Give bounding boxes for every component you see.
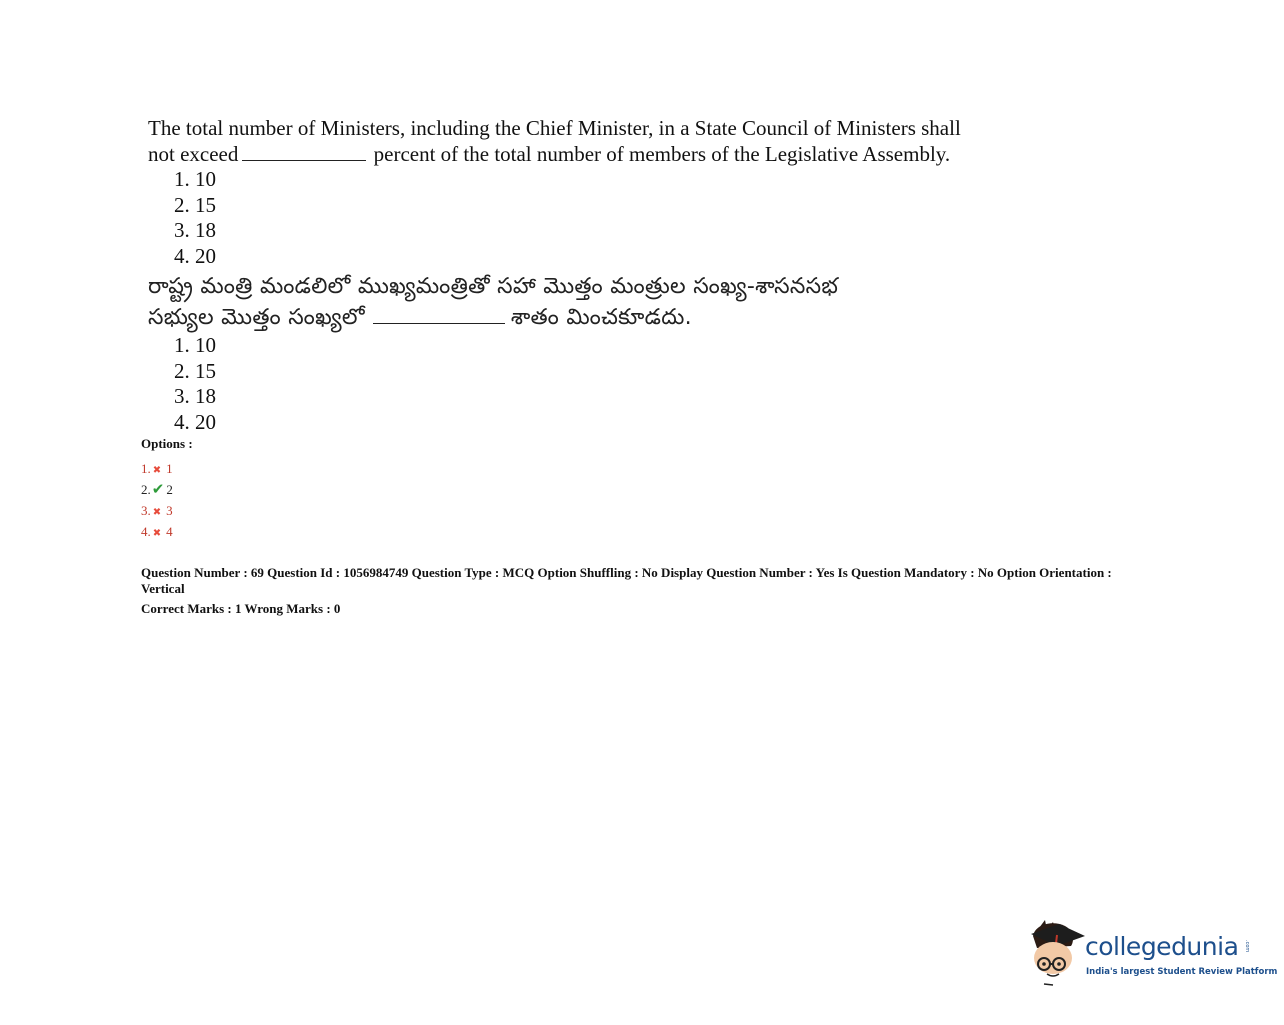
choice-item: 3. 18 — [174, 384, 216, 408]
english-choices-list — [148, 167, 1028, 269]
brand-name: collegedunia — [1085, 932, 1239, 961]
telugu-line1: రాష్ట్ర మంత్రి మండలిలో ముఖ్యమంత్రితో సహా మొత్తం మంత్రుల సంఖ్య-శాసనసభ — [148, 274, 839, 299]
option-number: 2. — [141, 482, 151, 497]
option-label: 2 — [166, 482, 173, 497]
cross-icon: ✖ — [152, 465, 162, 476]
answer-blank — [242, 143, 366, 161]
choice-item: 3. 18 — [174, 218, 216, 242]
option-row — [141, 500, 193, 521]
telugu-question — [148, 271, 1028, 333]
choice-item: 4. 20 — [174, 243, 216, 268]
question-text-before-blank: not exceed — [148, 141, 239, 166]
option-label: 3 — [166, 503, 173, 518]
telugu-text-before-blank: సభ్యుల మొత్తం సంఖ్యలో — [148, 305, 365, 330]
question-text-line1: The total number of Ministers, including the Chief Minister, in a State Council of Ministers shall — [148, 116, 961, 140]
question-text-after-blank: percent of the total number of members of the Legislative Assembly. — [373, 141, 951, 166]
option-row-correct — [141, 479, 193, 500]
option-row — [141, 458, 193, 479]
telugu-answer-blank — [373, 306, 505, 324]
choice-item: 4. 20 — [174, 409, 216, 434]
option-number: 1. — [141, 461, 151, 476]
telugu-line2 — [148, 302, 1028, 333]
choice-item: 1. 10 — [174, 333, 216, 357]
cross-icon: ✖ — [152, 507, 162, 518]
option-label: 1 — [166, 461, 173, 476]
question-metadata — [141, 565, 1131, 617]
telugu-choices-list — [148, 333, 1028, 435]
choice-item: 2. 15 — [174, 358, 216, 383]
options-title: Options : — [141, 436, 193, 451]
question-text-line2 — [148, 142, 1028, 168]
brand-domain: .com — [1244, 940, 1250, 953]
checkmark-icon: ✔ — [151, 480, 165, 498]
question-block — [148, 116, 1028, 435]
options-section — [141, 436, 193, 542]
cross-icon: ✖ — [152, 528, 162, 539]
telugu-text-after-blank: శాతం మించకూడదు. — [510, 305, 692, 330]
marks-line: Correct Marks : 1 Wrong Marks : 0 — [141, 601, 341, 616]
student-mascot-icon — [1025, 918, 1087, 988]
option-row — [141, 521, 193, 542]
choice-item: 1. 10 — [174, 167, 216, 191]
option-number: 3. — [141, 503, 151, 518]
brand-tagline: India's largest Student Review Platform — [1086, 967, 1278, 977]
choice-item: 2. 15 — [174, 192, 216, 217]
option-number: 4. — [141, 524, 151, 539]
collegedunia-logo — [1025, 918, 1278, 988]
question-meta-line: Question Number : 69 Question Id : 1056984749 Question Type : MCQ Option Shuffling : No Display Question Number : Yes Is Question Mandatory : No Option Orientation : Vertical — [141, 565, 1112, 596]
option-label: 4 — [166, 524, 173, 539]
